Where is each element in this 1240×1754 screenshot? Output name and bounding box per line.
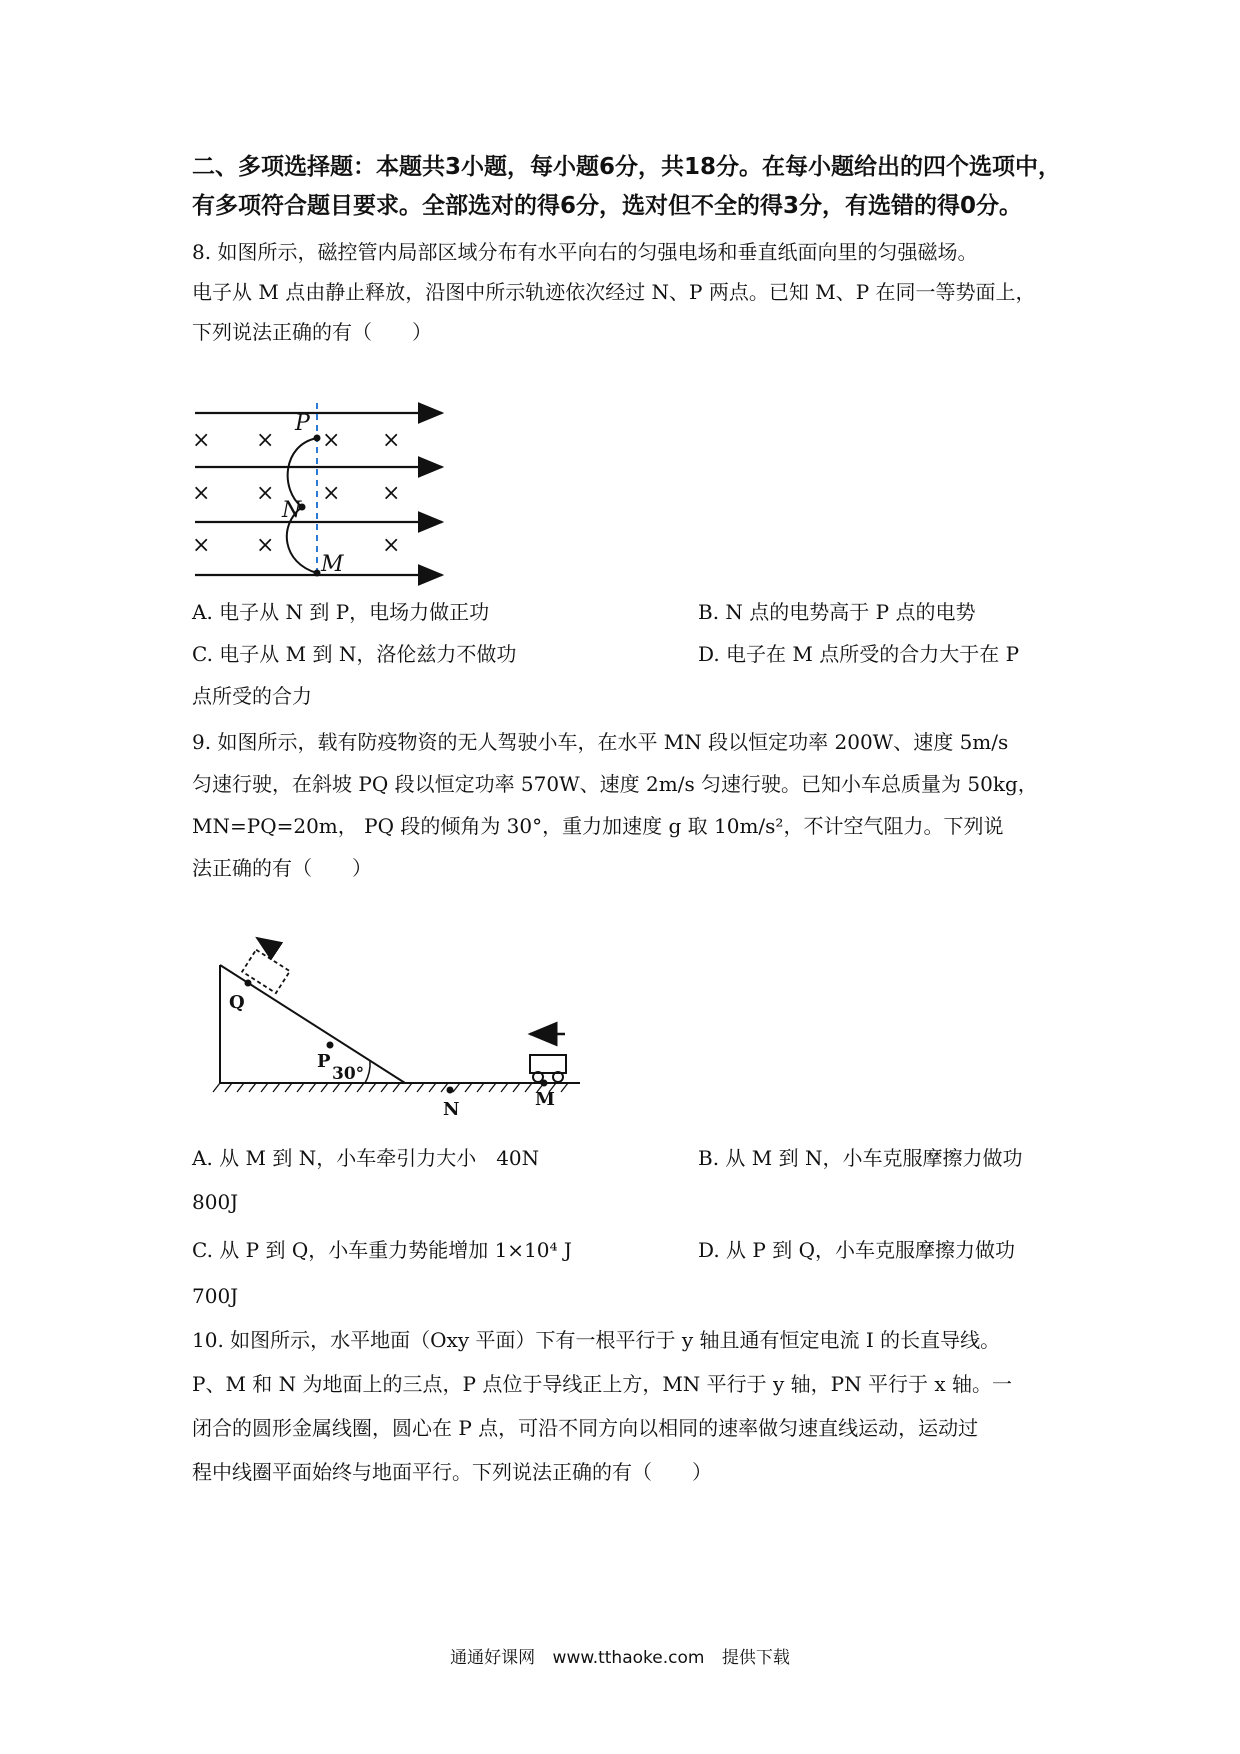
cross-mark: × — [256, 481, 275, 506]
q9-line-1: 9. 如图所示，载有防疫物资的无人驾驶小车，在水平 MN 段以恒定功率 200W、速度 5m/s — [192, 730, 1009, 754]
q9-option-c: C. 从 P 到 Q，小车重力势能增加 1×10⁴ J — [192, 1238, 572, 1262]
q9-option-b: B. 从 M 到 N，小车克服摩擦力做功 — [698, 1146, 1023, 1170]
q8-option-d-cont: 点所受的合力 — [192, 684, 312, 708]
label-n: N — [282, 498, 302, 523]
cross-mark: × — [256, 533, 275, 558]
q8-option-c: C. 电子从 M 到 N，洛伦兹力不做功 — [192, 642, 517, 666]
cross-mark: × — [192, 481, 211, 506]
q8-field-diagram — [190, 395, 450, 590]
ground-hatching — [213, 1083, 568, 1092]
cross-mark: × — [192, 533, 211, 558]
label-angle: 30° — [332, 1064, 365, 1084]
point-n — [447, 1087, 454, 1094]
q10-line-1: 10. 如图所示，水平地面（Oxy 平面）下有一根平行于 y 轴且通有恒定电流 I 的长直导线。 — [192, 1328, 1001, 1352]
label-m: M — [321, 552, 344, 577]
label-p: P — [317, 1051, 331, 1072]
slope-direction-arrow — [257, 938, 275, 950]
label-q: Q — [229, 992, 245, 1013]
footer-suffix: 提供下载 — [721, 1648, 790, 1668]
label-n: N — [443, 1099, 460, 1120]
magnetic-field-crosses — [192, 428, 400, 558]
q9-option-d: D. 从 P 到 Q，小车克服摩擦力做功 — [698, 1238, 1015, 1262]
q9-option-d-cont: 700J — [192, 1284, 239, 1308]
q8-line-2: 电子从 M 点由静止释放，沿图中所示轨迹依次经过 N、P 两点。已知 M、P 在同一等势面上， — [192, 280, 1036, 304]
point-p — [327, 1042, 334, 1049]
cross-mark: × — [382, 481, 401, 506]
q9-line-2: 匀速行驶，在斜坡 PQ 段以恒定功率 570W、速度 2m/s 匀速行驶。已知小车总质量为 50kg， — [192, 772, 1038, 796]
footer-url-link[interactable]: www.tthaoke.com — [552, 1648, 705, 1668]
cross-mark: × — [322, 428, 341, 453]
q9-line-4: 法正确的有（ ） — [192, 856, 372, 880]
angle-arc — [365, 1061, 370, 1083]
cross-mark: × — [322, 481, 341, 506]
label-p: P — [295, 411, 310, 436]
point-q — [245, 980, 252, 987]
q9-option-b-cont: 800J — [192, 1190, 239, 1214]
cart-on-slope-dashed — [242, 950, 290, 993]
label-m: M — [535, 1089, 555, 1110]
footer-site-name: 通通好课网 — [450, 1648, 536, 1668]
point-m — [314, 570, 321, 577]
q9-line-3: MN=PQ=20m， PQ 段的倾角为 30°，重力加速度 g 取 10m/s²，不计空气阻力。下列说 — [192, 814, 1004, 838]
q8-option-b: B. N 点的电势高于 P 点的电势 — [698, 600, 976, 624]
cross-mark: × — [382, 428, 401, 453]
q8-line-3: 下列说法正确的有（ ） — [192, 320, 432, 344]
point-p — [314, 435, 321, 442]
q10-line-4: 程中线圈平面始终与地面平行。下列说法正确的有（ ） — [192, 1460, 712, 1484]
cross-mark: × — [256, 428, 275, 453]
cross-mark: × — [192, 428, 211, 453]
page-footer — [0, 1643, 1240, 1668]
q8-option-a: A. 电子从 N 到 P，电场力做正功 — [192, 600, 490, 624]
q9-option-a: A. 从 M 到 N，小车牵引力大小 40N — [192, 1146, 540, 1170]
cross-mark: × — [382, 533, 401, 558]
q10-line-3: 闭合的圆形金属线圈，圆心在 P 点，可沿不同方向以相同的速率做匀速直线运动，运动过 — [192, 1416, 979, 1440]
cart-on-ground — [530, 1055, 566, 1082]
section-heading: 二、多项选择题：本题共3小题，每小题6分，共18分。在每小题给出的四个选项中，有多项符合题目要求。全部选对的得6分，选对但不全的得3分，有选错的得0分。 — [192, 154, 1062, 219]
point-m — [541, 1080, 548, 1087]
q8-line-1: 8. 如图所示，磁控管内局部区域分布有水平向右的匀强电场和垂直纸面向里的匀强磁场。 — [192, 240, 978, 264]
q8-option-d: D. 电子在 M 点所受的合力大于在 P — [698, 642, 1020, 666]
q10-line-2: P、M 和 N 为地面上的三点，P 点位于导线正上方，MN 平行于 y 轴，PN 平行于 x 轴。一 — [192, 1372, 1012, 1396]
q9-slope-diagram — [205, 920, 590, 1130]
